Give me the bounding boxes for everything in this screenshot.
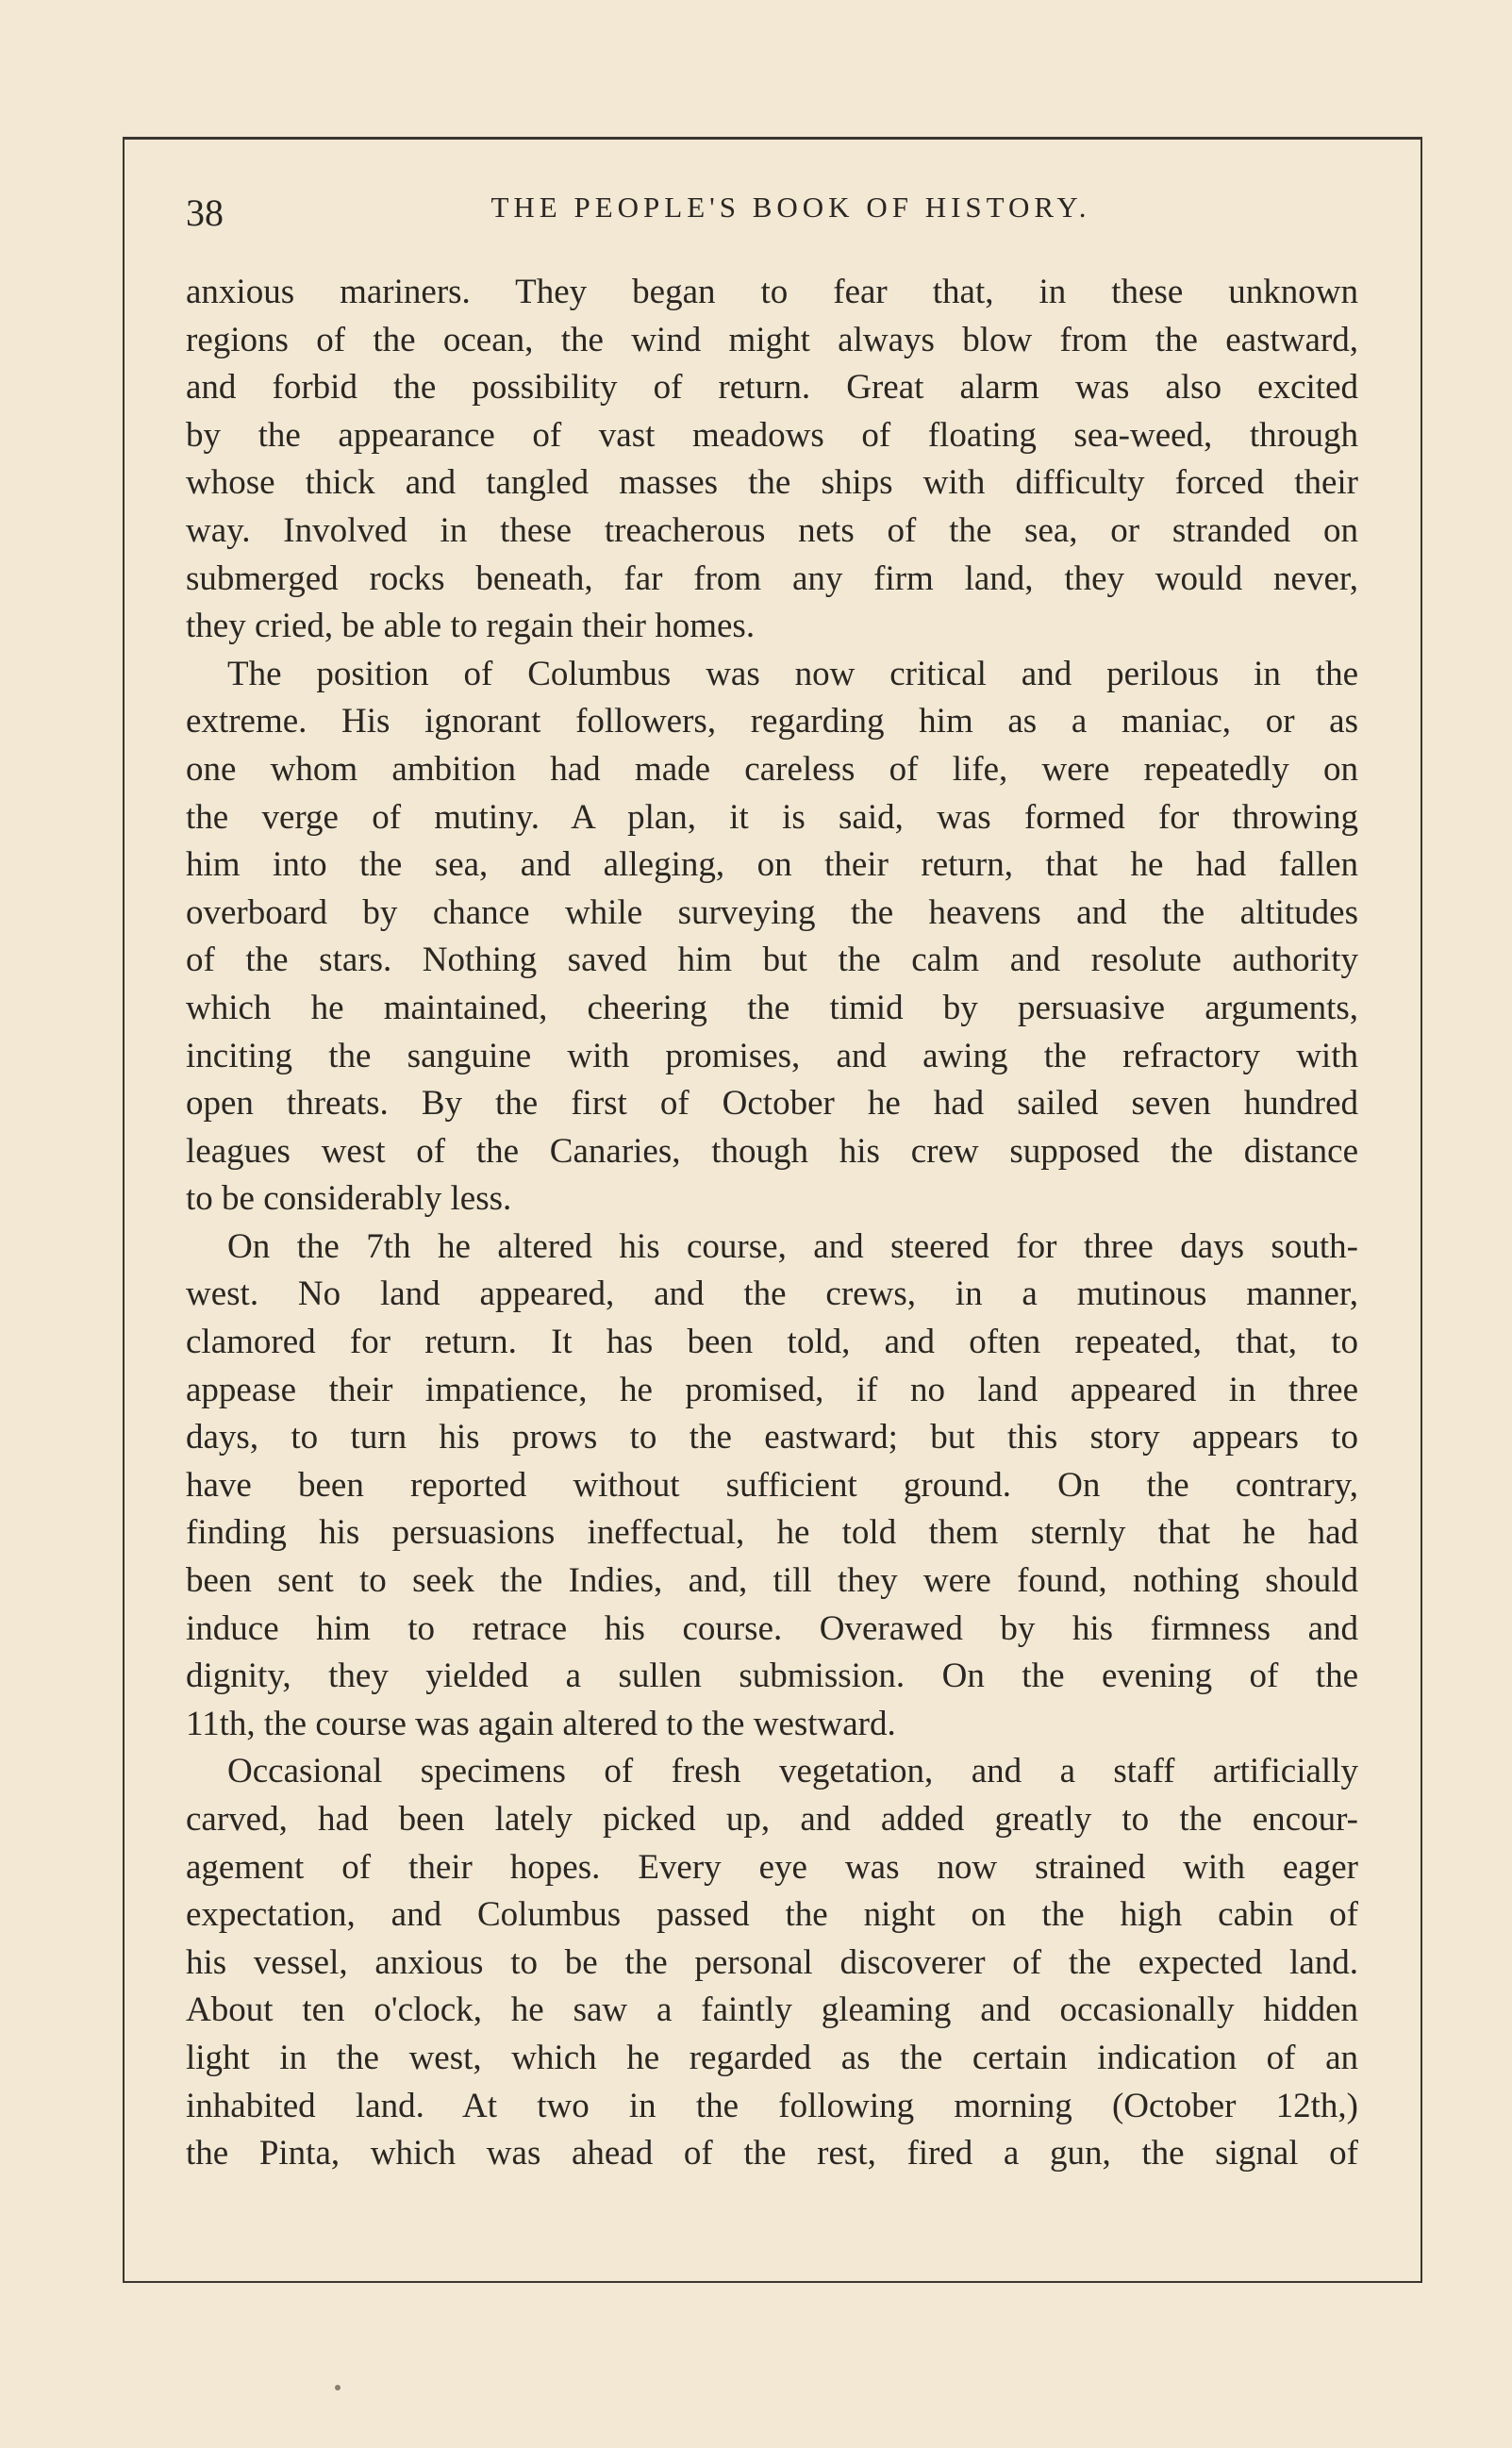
text-line: open threats. By the first of October he had sailed seven hundred xyxy=(186,1084,1358,1124)
text-line: extreme. His ignorant followers, regarding him as a maniac, or as xyxy=(186,702,1358,741)
text-line: whose thick and tangled masses the ships with difficulty forced their xyxy=(186,463,1358,503)
text-line: Occasional specimens of fresh vegetation, and a staff artificially xyxy=(227,1752,1358,1791)
text-line: appease their impatience, he promised, if no land appeared in three xyxy=(186,1370,1358,1409)
text-line: inhabited land. At two in the following morning (October 12th,) xyxy=(186,2086,1358,2125)
page-number: 38 xyxy=(186,192,224,234)
text-line: of the stars. Nothing saved him but the calm and resolute authority xyxy=(186,941,1358,980)
paper-speck xyxy=(335,2385,341,2390)
text-line: About ten o'clock, he saw a faintly gleaming and occasionally hidden xyxy=(186,1990,1358,2030)
text-line: regions of the ocean, the wind might always blow from the eastward, xyxy=(186,320,1358,359)
text-line: leagues west of the Canaries, though his crew supposed the distance xyxy=(186,1131,1358,1171)
text-line: light in the west, which he regarded as the certain indication of an xyxy=(186,2038,1358,2077)
text-line: way. Involved in these treacherous nets of the sea, or stranded on xyxy=(186,510,1358,550)
text-line: The position of Columbus was now critical and perilous in the xyxy=(227,654,1358,693)
text-line: days, to turn his prows to the eastward; but this story appears to xyxy=(186,1418,1358,1457)
text-line: the Pinta, which was ahead of the rest, fired a gun, the signal of xyxy=(186,2134,1358,2173)
text-line: On the 7th he altered his course, and steered for three days south- xyxy=(227,1226,1358,1266)
text-line: submerged rocks beneath, far from any firm land, they would never, xyxy=(186,558,1358,598)
text-line: dignity, they yielded a sullen submission. On the evening of the xyxy=(186,1657,1358,1696)
text-line: they cried, be able to regain their homes. xyxy=(186,607,756,646)
text-line: which he maintained, cheering the timid by persuasive arguments, xyxy=(186,988,1358,1027)
text-line: expectation, and Columbus passed the night on the high cabin of xyxy=(186,1895,1358,1935)
text-line: him into the sea, and alleging, on their return, that he had fallen xyxy=(186,845,1358,885)
text-line: agement of their hopes. Every eye was now strained with eager xyxy=(186,1847,1358,1887)
text-line: one whom ambition had made careless of life, were repeatedly on xyxy=(186,749,1358,789)
text-line: by the appearance of vast meadows of floating sea-weed, through xyxy=(186,415,1358,455)
text-line: inciting the sanguine with promises, and awing the refractory with xyxy=(186,1036,1358,1075)
text-line: have been reported without sufficient ground. On the contrary, xyxy=(186,1465,1358,1505)
text-line: finding his persuasions ineffectual, he told them sternly that he had xyxy=(186,1513,1358,1553)
text-line: to be considerably less. xyxy=(186,1179,512,1219)
text-line: and forbid the possibility of return. Great alarm was also excited xyxy=(186,368,1358,408)
text-line: the verge of mutiny. A plan, it is said, was formed for throwing xyxy=(186,797,1358,837)
text-line: 11th, the course was again altered to the westward. xyxy=(186,1704,896,1743)
body-text xyxy=(186,269,1358,2178)
text-line: carved, had been lately picked up, and added greatly to the encour- xyxy=(186,1800,1358,1839)
text-line: induce him to retrace his course. Overawed by his firmness and xyxy=(186,1608,1358,1648)
text-line: anxious mariners. They began to fear that, in these unknown xyxy=(186,273,1358,311)
text-line: been sent to seek the Indies, and, till they were found, nothing should xyxy=(186,1561,1358,1601)
text-line: clamored for return. It has been told, and often repeated, that, to xyxy=(186,1323,1358,1362)
text-line: overboard by chance while surveying the heavens and the altitudes xyxy=(186,892,1358,932)
running-header xyxy=(186,187,1358,234)
running-title: THE PEOPLE'S BOOK OF HISTORY. xyxy=(490,191,1091,224)
text-line: west. No land appeared, and the crews, in a mutinous manner, xyxy=(186,1274,1358,1314)
text-line: his vessel, anxious to be the personal discoverer of the expected land. xyxy=(186,1942,1358,1982)
